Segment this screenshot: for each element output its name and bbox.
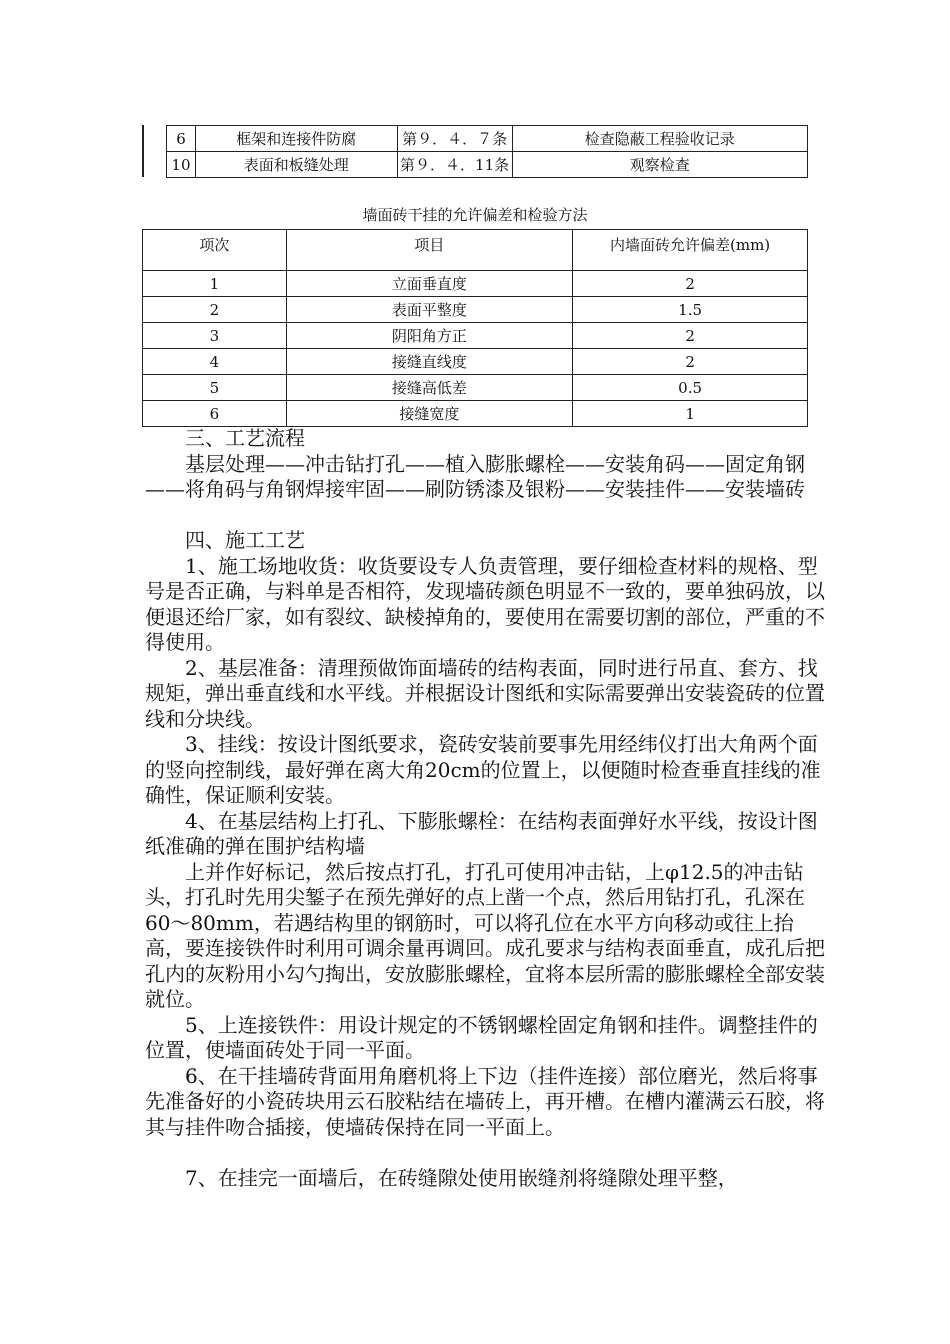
tolerance-table: [142, 229, 808, 427]
row-number: 2: [143, 297, 287, 323]
paragraph: 7、在挂完一面墙后，在砖缝隙处使用嵌缝剂将缝隙处理平整，: [185, 1165, 738, 1190]
table-row: [143, 297, 808, 323]
table-left-border: [142, 125, 144, 177]
row-item: 表面和板缝处理: [195, 152, 397, 178]
header-value: 内墙面砖允许偏差(mm): [573, 230, 808, 271]
row-method: 观察检查: [512, 152, 807, 178]
row-item: 接缝宽度: [286, 401, 572, 427]
row-number: 1: [143, 271, 287, 297]
tolerance-table-title: 墙面砖干挂的允许偏差和检验方法: [362, 206, 588, 224]
section-heading: 四、施工工艺: [185, 528, 305, 552]
row-value: 2: [573, 323, 808, 349]
paragraph: 2、基层准备：清理预做饰面墙砖的结构表面，同时进行吊直、套方、找规矩，弹出垂直线和水平线。并根据设计图纸和实际需要弹出安装瓷砖的位置线和分块线。: [145, 655, 825, 731]
table-row: [143, 349, 808, 375]
row-item: 框架和连接件防腐: [195, 126, 397, 152]
row-clause: 第９．４．11条: [397, 152, 512, 178]
row-item: 立面垂直度: [286, 271, 572, 297]
row-item: 接缝直线度: [286, 349, 572, 375]
header-item: 项目: [286, 230, 572, 271]
header-no: 项次: [143, 230, 287, 271]
section-heading: 三、工艺流程: [185, 426, 305, 450]
table-row: [143, 271, 808, 297]
row-number: 4: [143, 349, 287, 375]
paragraph: 5、上连接铁件：用设计规定的不锈钢螺栓固定角钢和挂件。调整挂件的位置，使墙面砖处于同一平面。: [145, 1012, 818, 1062]
table-row: [143, 323, 808, 349]
row-item: 表面平整度: [286, 297, 572, 323]
row-number: 6: [167, 126, 196, 152]
row-value: 0.5: [573, 375, 808, 401]
row-number: 6: [143, 401, 287, 427]
row-number: 10: [167, 152, 196, 178]
paragraph: 4、在基层结构上打孔、下膨胀螺栓：在结构表面弹好水平线，按设计图纸准确的弹在围护结构墙: [145, 808, 818, 858]
row-value: 1: [573, 401, 808, 427]
row-method: 检查隐蔽工程验收记录: [512, 126, 807, 152]
row-value: 1.5: [573, 297, 808, 323]
process-flow-paragraph: 基层处理——冲击钻打孔——植入膨胀螺栓——安装角码——固定角钢——将角码与角钢焊接牢固——刷防锈漆及银粉——安装挂件——安装墙砖: [145, 451, 805, 501]
paragraph: 1、施工场地收货：收货要设专人负责管理，要仔细检查材料的规格、型号是否正确，与料单是否相符，发现墙砖颜色明显不一致的，要单独码放，以便退还给厂家，如有裂纹、缺棱掉角的，要使用在需要切割的部位，严重的不得使用。: [145, 553, 825, 654]
paragraph: 6、在干挂墙砖背面用角磨机将上下边（挂件连接）部位磨光，然后将事先准备好的小瓷砖块用云石胶粘结在墙砖上，再开槽。在槽内灌满云石胶，将其与挂件吻合插接，使墙砖保持在同一平面上。: [145, 1063, 825, 1139]
paragraph: 上并作好标记，然后按点打孔，打孔可使用冲击钻，上φ12.5的冲击钻头，打孔时先用尖錾子在预先弹好的点上凿一个点，然后用钻打孔，孔深在60～80mm，若遇结构里的钢筋时，可以将孔位在水平方向移动或往上抬高，要连接铁件时利用可调余量再调回。成孔要求与结构表面垂直，成孔后把孔内的灰粉用小勾勺掏出，安放膨胀螺栓，宜将本层所需的膨胀螺栓全部安装就位。: [145, 859, 825, 1011]
table-row: [167, 152, 808, 178]
row-number: 3: [143, 323, 287, 349]
row-value: 2: [573, 271, 808, 297]
paragraph: 3、挂线：按设计图纸要求，瓷砖安装前要事先用经纬仪打出大角两个面的竖向控制线，最好弹在离大角20cm的位置上，以便随时检查垂直挂线的准确性，保证顺利安装。: [145, 732, 821, 807]
document-body: [145, 426, 825, 1191]
table-row: [143, 401, 808, 427]
table-row: [143, 375, 808, 401]
row-number: 5: [143, 375, 287, 401]
row-clause: 第９．４．７条: [397, 126, 512, 152]
row-item: 阴阳角方正: [286, 323, 572, 349]
row-value: 2: [573, 349, 808, 375]
table-header-row: [143, 230, 808, 271]
table-row: [167, 126, 808, 152]
acceptance-table: [166, 125, 808, 178]
row-item: 接缝高低差: [286, 375, 572, 401]
